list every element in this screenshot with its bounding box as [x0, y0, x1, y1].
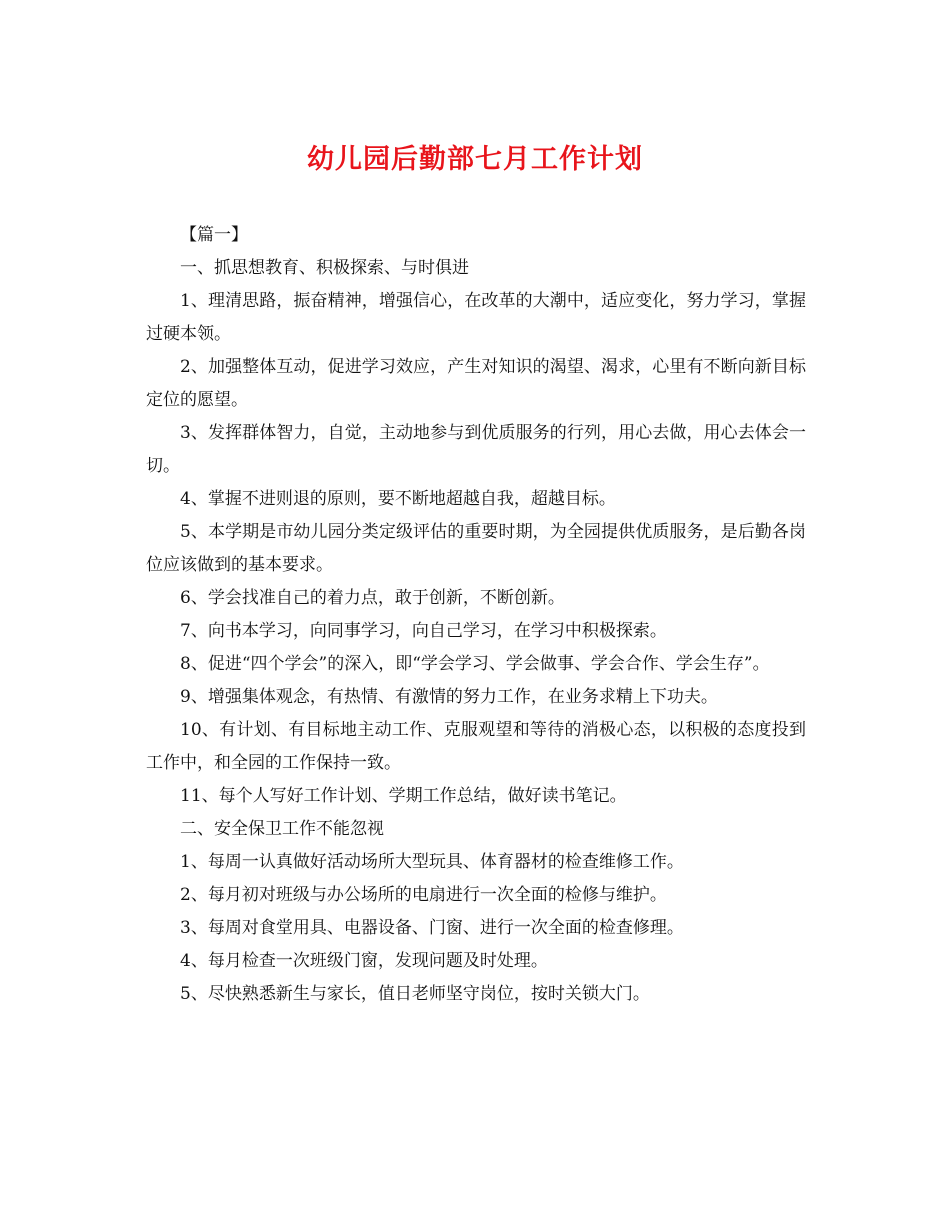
paragraph: 4、每月检查一次班级门窗，发现问题及时处理。: [180, 951, 548, 971]
paragraph: 4、掌握不进则退的原则，要不断地超越自我，超越目标。: [180, 489, 616, 509]
section-label: 【篇一】: [180, 225, 248, 245]
paragraph: 7、向书本学习，向同事学习，向自己学习，在学习中积极探索。: [180, 621, 667, 641]
paragraph: 1、理清思路，振奋精神，增强信心，在改革的大潮中，适应变化，努力学习，掌握过硬本领。: [146, 291, 806, 344]
paragraph: 1、每周一认真做好活动场所大型玩具、体育器材的检查维修工作。: [180, 852, 684, 872]
document-body: [146, 219, 806, 1011]
paragraph: 10、有计划、有目标地主动工作、克服观望和等待的消极心态，以积极的态度投到工作中，和全园的工作保持一致。: [146, 720, 806, 773]
section-heading: 一、抓思想教育、积极探索、与时俱进: [180, 258, 469, 278]
paragraph: 3、发挥群体智力，自觉，主动地参与到优质服务的行列，用心去做，用心去体会一切。: [146, 423, 806, 476]
paragraph: 2、加强整体互动，促进学习效应，产生对知识的渴望、渴求，心里有不断向新目标定位的愿望。: [146, 357, 806, 410]
document-title: 幼儿园后勤部七月工作计划: [307, 144, 643, 175]
paragraph: 5、尽快熟悉新生与家长，值日老师坚守岗位，按时关锁大门。: [180, 984, 650, 1004]
section-heading: 二、安全保卫工作不能忽视: [180, 819, 384, 839]
paragraph: 11、每个人写好工作计划、学期工作总结，做好读书笔记。: [180, 786, 627, 806]
paragraph: 2、每月初对班级与办公场所的电扇进行一次全面的检修与维护。: [180, 885, 667, 905]
paragraph: 3、每周对食堂用具、电器设备、门窗、进行一次全面的检查修理。: [180, 918, 684, 938]
paragraph: 6、学会找准自己的着力点，敢于创新，不断创新。: [180, 588, 565, 608]
paragraph: 5、本学期是市幼儿园分类定级评估的重要时期，为全园提供优质服务，是后勤各岗位应该做到的基本要求。: [146, 522, 806, 575]
paragraph: 9、增强集体观念，有热情、有激情的努力工作，在业务求精上下功夫。: [180, 687, 718, 707]
paragraph: 8、促进“四个学会”的深入，即“学会学习、学会做事、学会合作、学会生存”。: [180, 654, 770, 674]
